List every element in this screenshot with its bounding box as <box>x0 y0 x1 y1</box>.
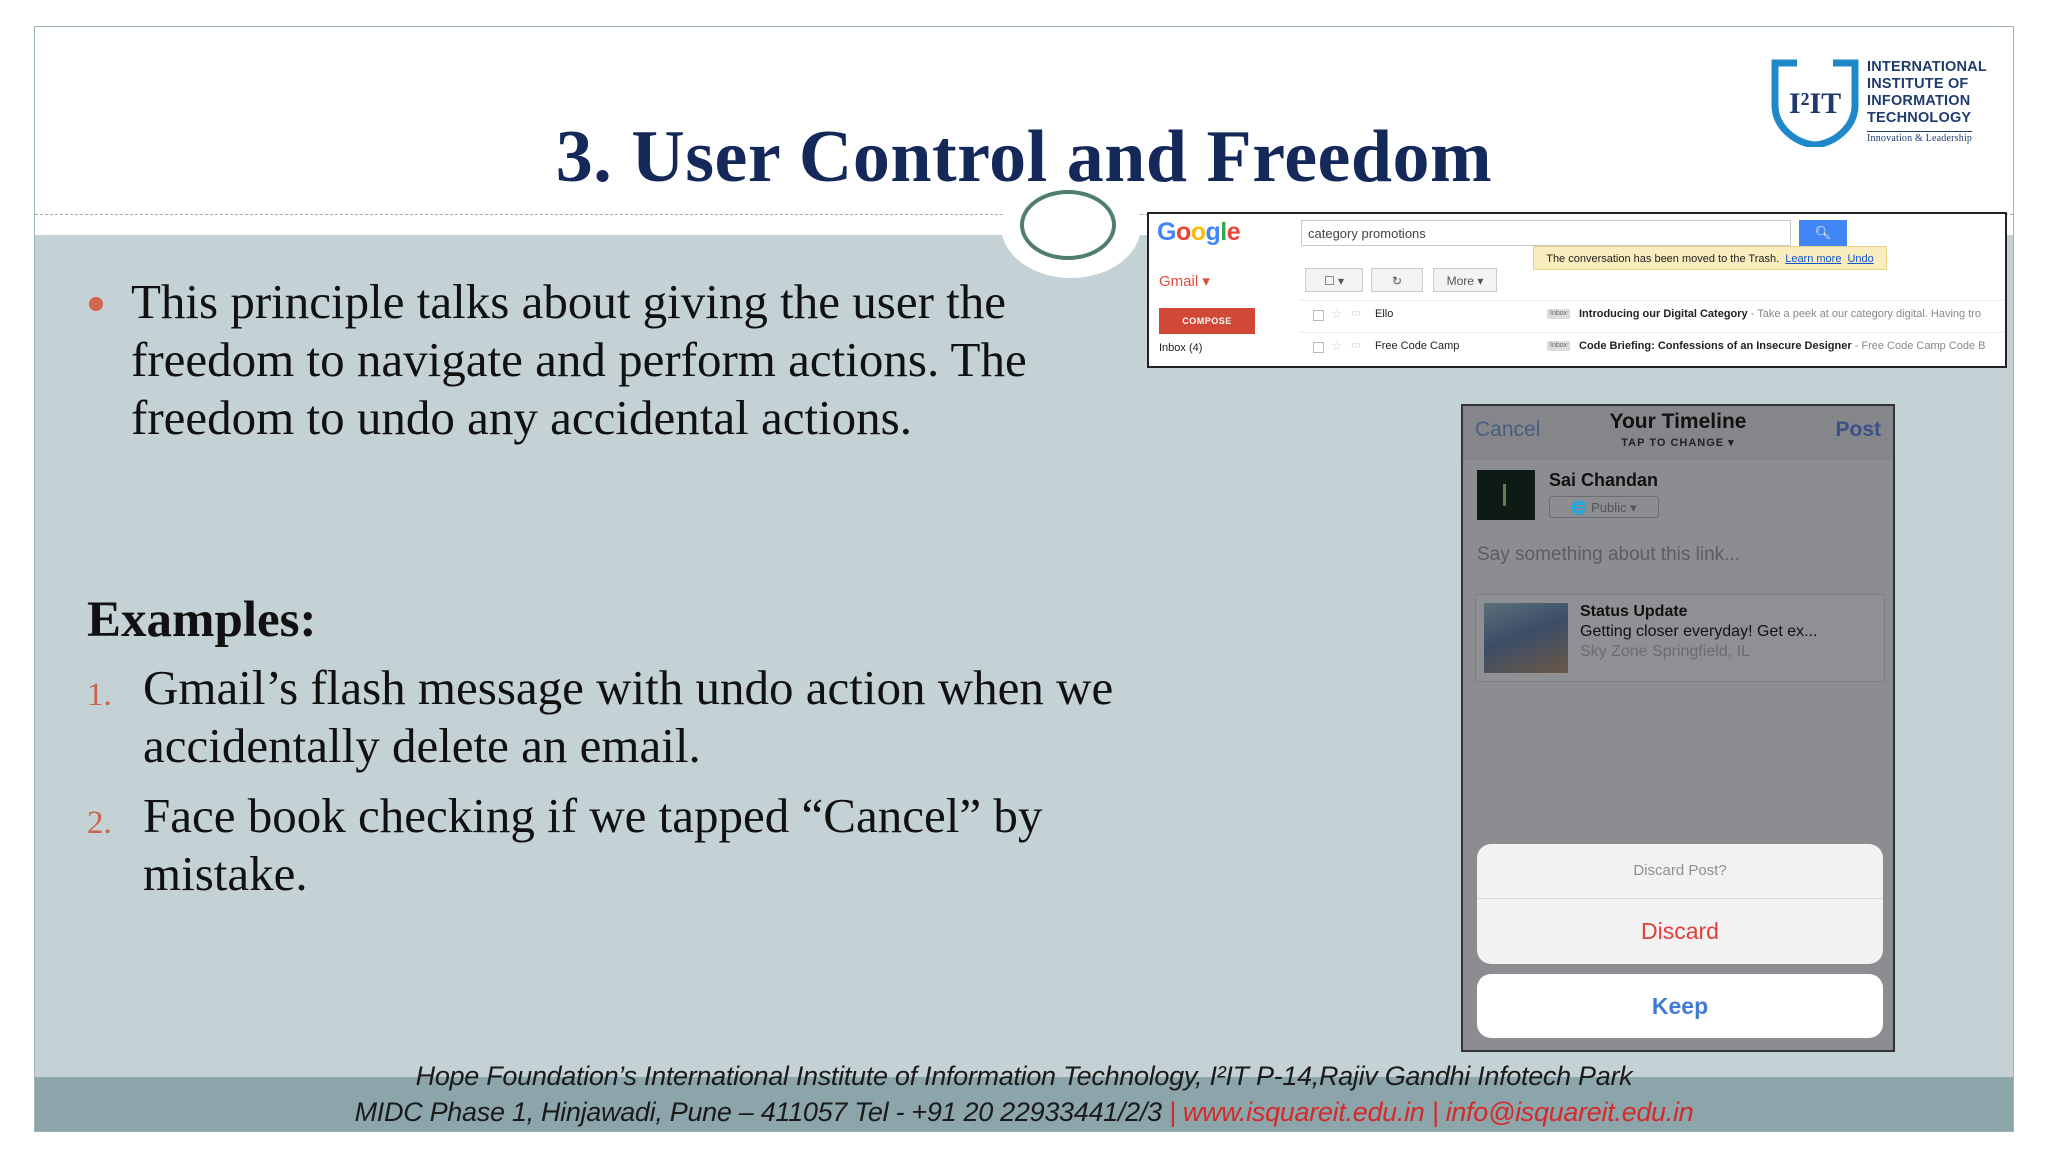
facebook-screenshot <box>1461 404 1895 1052</box>
logo-line-4: TECHNOLOGY <box>1867 110 1972 126</box>
user-name: Sai Chandan <box>1549 470 1659 490</box>
refresh-icon: ↻ <box>1391 274 1403 288</box>
refresh-button[interactable] <box>1371 268 1423 292</box>
star-icon[interactable]: ☆ <box>1331 307 1342 321</box>
logo-line-2: INSTITUTE OF <box>1867 76 1969 92</box>
discard-question: Discard Post? <box>1477 844 1883 899</box>
email-subject: Code Briefing: Confessions of an Insecure Designer - Free Code Camp Code B <box>1579 340 1986 352</box>
importance-icon[interactable]: ▭ <box>1351 308 1361 319</box>
logo-mark: I²IT <box>1788 87 1842 120</box>
more-button[interactable]: More ▾ <box>1433 268 1497 292</box>
status-input[interactable]: Say something about this link... <box>1477 544 1740 565</box>
discard-button[interactable]: Discard <box>1641 918 1719 944</box>
cancel-button[interactable]: Cancel <box>1475 418 1541 441</box>
importance-icon[interactable]: ▭ <box>1351 340 1361 351</box>
footer-address-text: MIDC Phase 1, Hinjawadi, Pune – 411057 Tel - +91 20 22933441/2/3 <box>354 1097 1169 1127</box>
card-location: Sky Zone Springfield, IL <box>1580 643 1750 660</box>
keep-button[interactable]: Keep <box>1477 974 1883 1038</box>
gmail-screenshot <box>1147 212 2007 368</box>
email-row[interactable] <box>1299 332 2007 359</box>
link-preview-card <box>1475 594 1885 682</box>
gmail-search-input[interactable]: category promotions <box>1301 220 1791 246</box>
slide-title: 3. User Control and Freedom <box>555 116 1493 198</box>
gmail-menu[interactable]: Gmail ▾ <box>1159 273 1210 290</box>
example-item-gmail: Gmail’s flash message with undo action when we accidentally delete an email. <box>143 660 1114 773</box>
footer-separator: | <box>1168 1097 1183 1127</box>
tap-to-change[interactable]: TAP TO CHANGE ▾ <box>1621 437 1735 449</box>
footer-address-line-1: Hope Foundation’s International Institute of Information Technology, I²IT P-14,Rajiv Gandhi Infotech Park <box>415 1061 1633 1091</box>
avatar <box>1477 470 1535 520</box>
example-number: 2. <box>87 805 112 841</box>
google-logo: Google <box>1157 218 1241 246</box>
audience-selector[interactable]: 🌐 Public ▾ <box>1549 496 1659 518</box>
examples-heading: Examples: <box>87 592 317 648</box>
inbox-tag: Inbox <box>1547 309 1570 319</box>
email-sender: Free Code Camp <box>1375 340 1460 352</box>
undo-link[interactable]: Undo <box>1847 253 1874 265</box>
checkbox-dropdown-icon: ☐ ▾ <box>1323 274 1345 288</box>
email-sender: Ello <box>1375 308 1394 320</box>
link-thumbnail <box>1484 603 1568 673</box>
gmail-search-button[interactable] <box>1799 220 1847 246</box>
inbox-link[interactable]: Inbox (4) <box>1159 342 1203 354</box>
select-checkbox-button[interactable] <box>1305 268 1363 292</box>
trash-flash-message <box>1533 246 1887 270</box>
star-icon[interactable]: ☆ <box>1331 339 1342 353</box>
footer-separator: | <box>1424 1097 1446 1127</box>
compose-button[interactable]: COMPOSE <box>1159 308 1255 334</box>
card-subtitle: Getting closer everyday! Get ex... <box>1580 623 1818 640</box>
logo-tagline: Innovation & Leadership <box>1867 133 1973 144</box>
email-subject: Introducing our Digital Category - Take a peek at our category digital. Having tro <box>1579 308 1982 320</box>
bullet-dot-icon <box>89 297 103 311</box>
discard-action-sheet <box>1477 844 1883 964</box>
footer-address-line-2 <box>35 1097 2013 1128</box>
principle-description: This principle talks about giving the user the freedom to navigate and perform actions. The freedom to undo any accidental actions. <box>131 274 1027 445</box>
institute-logo <box>1771 53 2014 153</box>
email-row[interactable] <box>1299 300 2007 327</box>
card-title: Status Update <box>1580 603 1688 620</box>
row-checkbox[interactable] <box>1313 310 1324 321</box>
learn-more-link[interactable]: Learn more <box>1785 253 1842 265</box>
example-item-facebook: Face book checking if we tapped “Cancel” by mistake. <box>143 788 1043 901</box>
post-button[interactable]: Post <box>1835 418 1881 441</box>
divider-ring-icon <box>1020 190 1116 260</box>
shield-logo-icon <box>1771 59 1859 147</box>
row-checkbox[interactable] <box>1313 342 1324 353</box>
logo-line-1: INTERNATIONAL <box>1867 59 1987 75</box>
inbox-tag: Inbox <box>1547 341 1570 351</box>
footer-email-link[interactable]: info@isquareit.edu.in <box>1445 1097 1694 1127</box>
example-number: 1. <box>87 677 112 713</box>
search-icon: 🔍︎ <box>1814 225 1832 240</box>
flash-message-text: The conversation has been moved to the Trash. <box>1546 253 1780 265</box>
timeline-title[interactable]: Your Timeline <box>1609 410 1747 433</box>
footer-website-link[interactable]: www.isquareit.edu.in <box>1182 1097 1425 1127</box>
logo-line-3: INFORMATION <box>1867 93 1971 109</box>
